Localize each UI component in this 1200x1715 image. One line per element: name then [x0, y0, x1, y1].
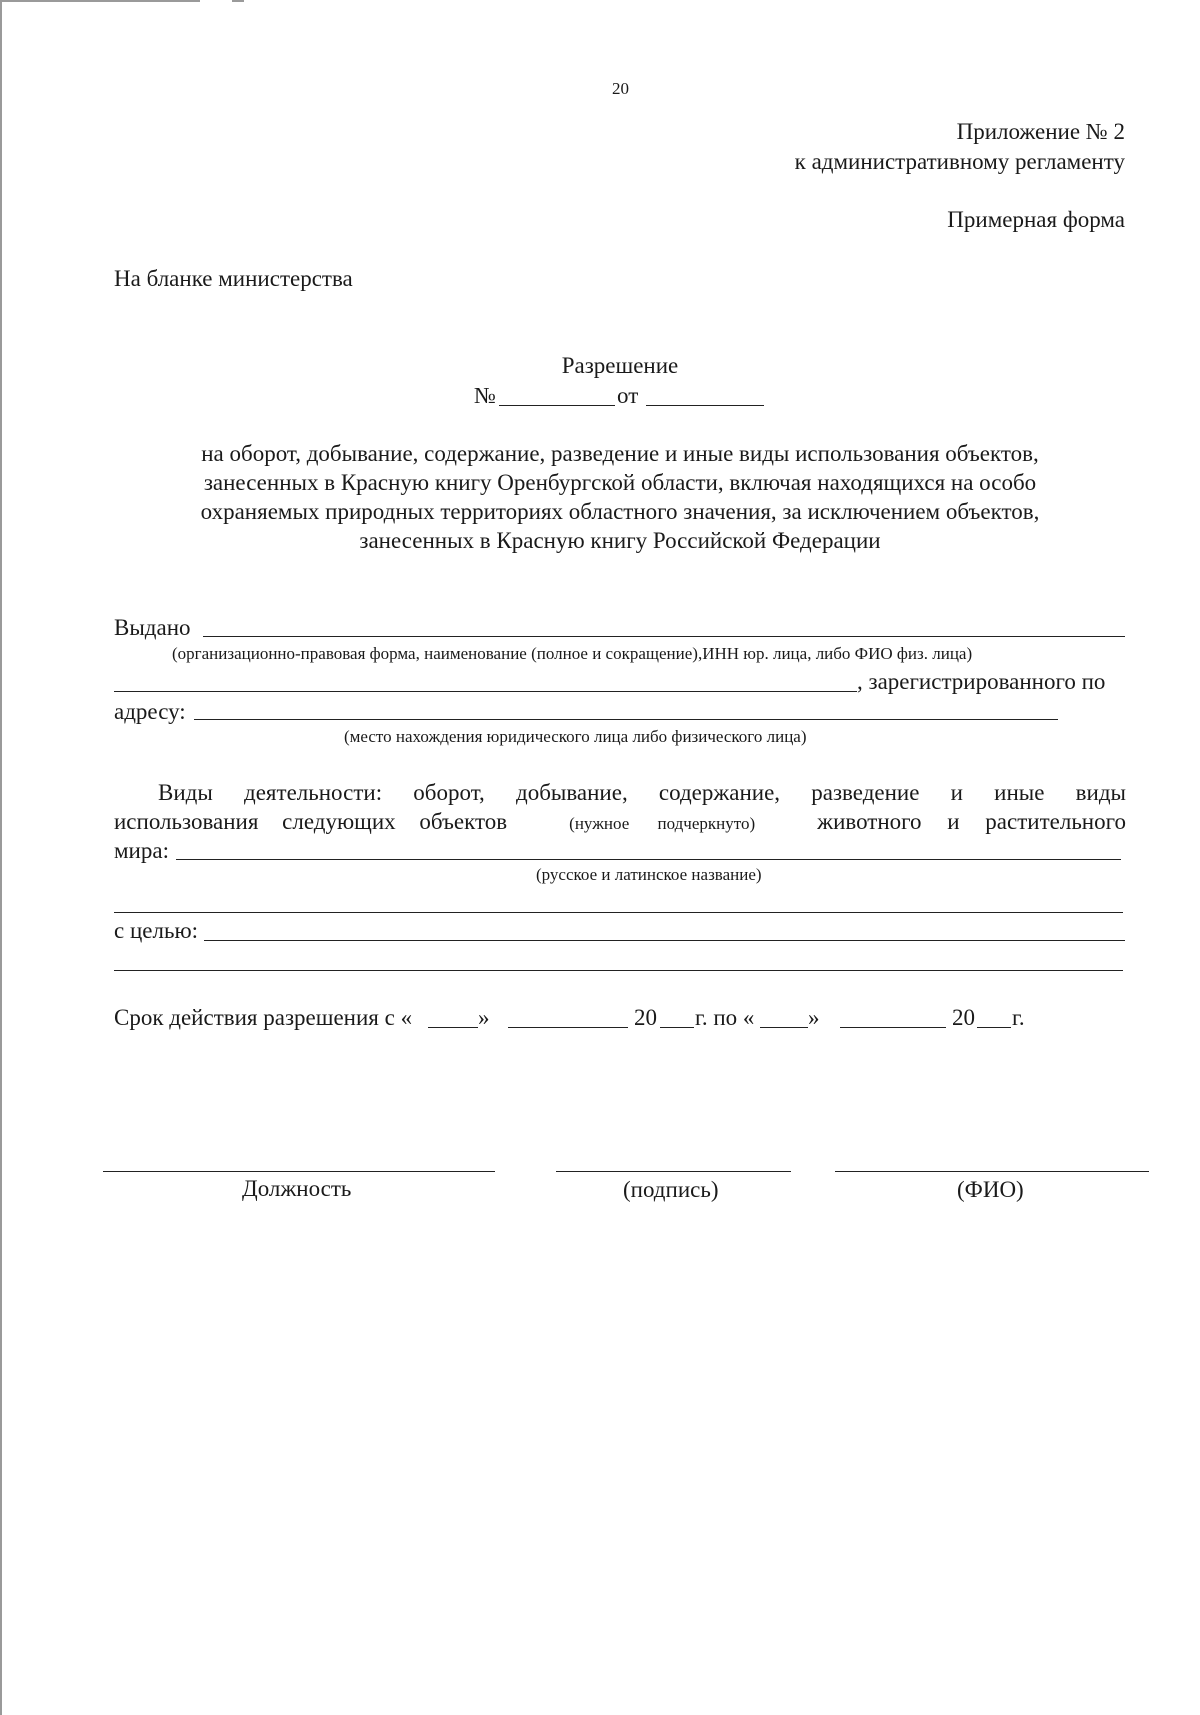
world-label: мира: [114, 838, 169, 863]
letterhead-note: На бланке министерства [114, 266, 353, 291]
permit-number-line [499, 405, 615, 406]
name-hint: (русское и латинское название) [536, 865, 762, 884]
activities-line2 [114, 808, 1126, 836]
address-label: адресу: [114, 699, 186, 724]
permit-date-prefix: от [617, 383, 639, 408]
form-type: Примерная форма [947, 207, 1125, 232]
validity-from-day [428, 1027, 478, 1028]
scan-edge-top [0, 0, 200, 2]
validity-from-close: » [478, 1005, 490, 1030]
activities-line2-a: использования следующих объектов [114, 809, 508, 834]
permit-subject-line3: охраняемых природных территориях областного значения, за исключением объектов, [200, 499, 1040, 524]
permit-subject-line1: на оборот, добывание, содержание, разведение и иные виды использования объектов, [201, 441, 1039, 466]
issued-line [203, 636, 1125, 637]
activities-line2-b: животного и растительного [817, 809, 1126, 834]
permit-subject-line4: занесенных в Красную книгу Российской Федерации [359, 528, 881, 553]
purpose-line [204, 940, 1125, 941]
objects-line-2 [114, 912, 1123, 913]
validity-from-year-line [660, 1027, 694, 1028]
validity-g-po: г. по « [695, 1005, 755, 1030]
issued-label: Выдано [114, 615, 191, 640]
permit-date-line [646, 405, 764, 406]
permit-subject-line2: занесенных в Красную книгу Оренбургской области, включая находящихся на особо [203, 470, 1037, 495]
purpose-line-2 [114, 970, 1123, 971]
validity-from-year: 20 [634, 1005, 657, 1030]
validity-to-day [760, 1027, 808, 1028]
permit-title: Разрешение [561, 353, 679, 378]
scan-edge-left [0, 0, 2, 1715]
scan-edge-top-mark [232, 0, 244, 2]
validity-from-month [508, 1027, 628, 1028]
appendix-line2: к административному регламенту [794, 149, 1125, 174]
validity-to-close: » [808, 1005, 820, 1030]
fio-line [835, 1171, 1149, 1172]
registered-label: , зарегистрированного по [857, 669, 1106, 694]
validity-to-year-line [977, 1027, 1011, 1028]
fio-label: (ФИО) [957, 1177, 1024, 1202]
purpose-label: с целью: [114, 918, 199, 943]
validity-g-end: г. [1012, 1005, 1025, 1030]
activities-line1: Виды деятельности: оборот, добывание, содержание, разведение и иные виды [158, 780, 1126, 805]
position-line [103, 1171, 495, 1172]
signature-label: (подпись) [623, 1177, 719, 1202]
permit-number-prefix: № [474, 383, 496, 408]
validity-prefix: Срок действия разрешения с « [114, 1005, 413, 1030]
world-line [176, 859, 1121, 860]
activities-line2-note: (нужное подчеркнуто) [569, 814, 756, 833]
page-number: 20 [612, 79, 629, 98]
address-hint: (место нахождения юридического лица либо физического лица) [344, 727, 807, 746]
appendix-line1: Приложение № 2 [956, 119, 1125, 144]
issued-hint: (организационно-правовая форма, наименование (полное и сокращение),ИНН юр. лица, либо ФИО физ. лица) [172, 644, 973, 663]
address-line [194, 719, 1058, 720]
validity-to-month [840, 1027, 946, 1028]
signature-line [556, 1171, 791, 1172]
issued-line-2 [114, 691, 857, 692]
position-label: Должность [242, 1176, 352, 1201]
validity-to-year: 20 [952, 1005, 975, 1030]
